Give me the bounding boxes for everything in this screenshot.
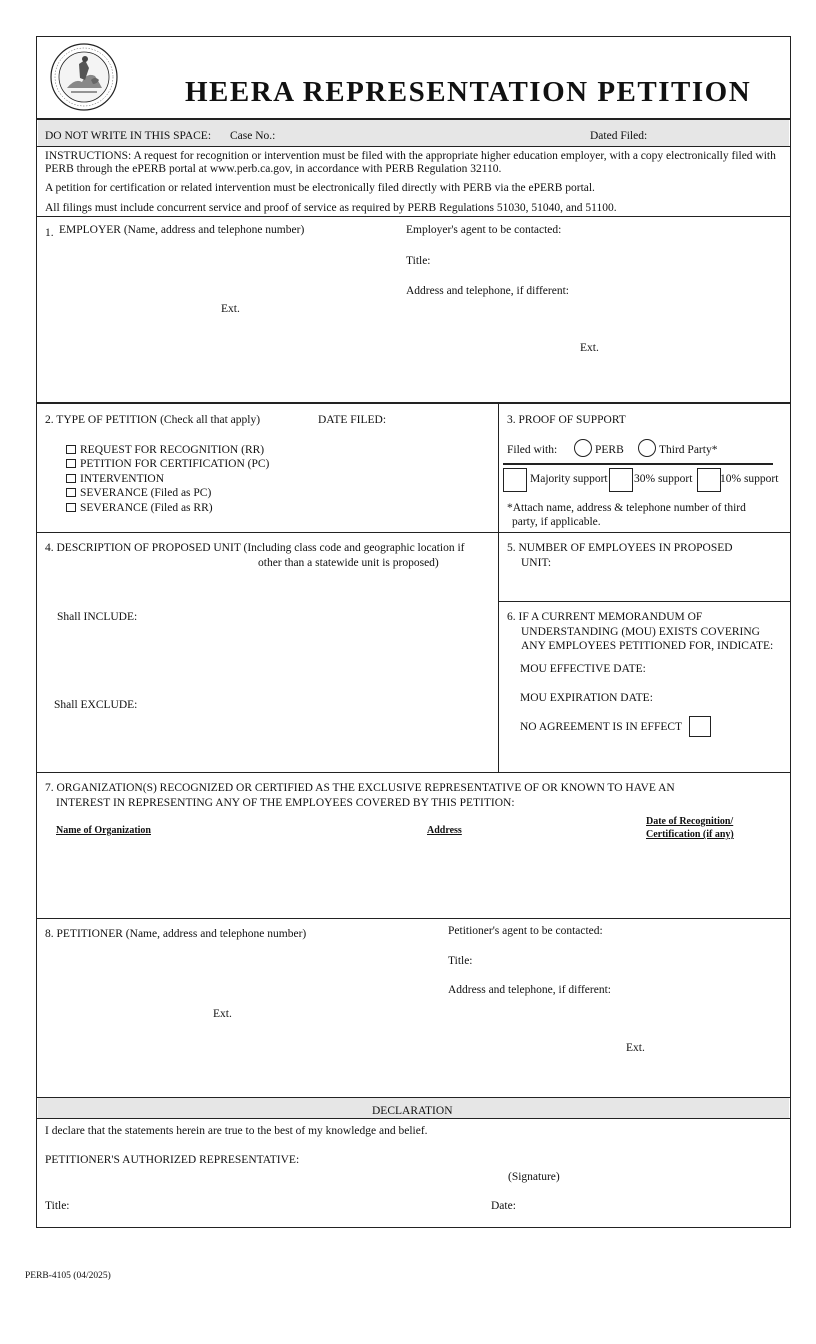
petitioner-agent-label[interactable]: Petitioner's agent to be contacted: bbox=[448, 925, 603, 937]
page-title: HEERA REPRESENTATION PETITION bbox=[185, 76, 752, 108]
petitioner-label[interactable]: 8. PETITIONER (Name, address and telephone number) bbox=[45, 928, 307, 940]
petitioner-agent-address-label[interactable]: Address and telephone, if different: bbox=[448, 984, 611, 996]
attach-note-line1: *Attach name, address & telephone number of third bbox=[507, 502, 746, 514]
column-org-name: Name of Organization bbox=[56, 825, 151, 836]
majority-support-box[interactable] bbox=[503, 468, 527, 492]
checkbox-severance-rr[interactable] bbox=[66, 503, 76, 512]
thirty-percent-box[interactable] bbox=[609, 468, 633, 492]
column-date-line1: Date of Recognition/ bbox=[646, 816, 734, 827]
form-id: PERB-4105 (04/2025) bbox=[25, 1271, 111, 1281]
option-severance-rr-label: SEVERANCE (Filed as RR) bbox=[80, 502, 213, 514]
column-address: Address bbox=[427, 825, 462, 836]
instructions-line2: PERB through the ePERB portal at www.perb.ca.gov, in accordance with PERB Regulation 32110. bbox=[45, 163, 502, 175]
no-agreement-checkbox[interactable] bbox=[689, 716, 711, 737]
option-intervention-label: INTERVENTION bbox=[80, 473, 165, 485]
mou-label2: UNDERSTANDING (MOU) EXISTS COVERING bbox=[521, 626, 760, 638]
third-party-label: Third Party* bbox=[659, 444, 718, 456]
checkbox-intervention[interactable] bbox=[66, 474, 76, 483]
option-pc-label: PETITION FOR CERTIFICATION (PC) bbox=[80, 458, 270, 470]
declaration-heading: DECLARATION bbox=[372, 1105, 453, 1117]
employer-ext-label[interactable]: Ext. bbox=[221, 303, 240, 315]
declaration-statement: I declare that the statements herein are true to the best of my knowledge and belief. bbox=[45, 1125, 428, 1137]
mou-expiration-date-label[interactable]: MOU EXPIRATION DATE: bbox=[520, 692, 653, 704]
employer-agent-label[interactable]: Employer's agent to be contacted: bbox=[406, 224, 562, 236]
california-seal bbox=[49, 42, 119, 112]
instructions-line4: All filings must include concurrent service and proof of service as required by PERB Regulations 51030, 51040, and 51100. bbox=[45, 202, 617, 214]
mou-effective-date-label[interactable]: MOU EFFECTIVE DATE: bbox=[520, 663, 646, 675]
proof-of-support-label: 3. PROOF OF SUPPORT bbox=[507, 414, 626, 426]
ten-percent-box[interactable] bbox=[697, 468, 721, 492]
employee-count-label1: 5. NUMBER OF EMPLOYEES IN PROPOSED bbox=[507, 542, 733, 554]
attach-note-line2: party, if applicable. bbox=[512, 516, 601, 528]
thirty-percent-label: 30% support bbox=[634, 473, 693, 485]
case-no-label: Case No.: bbox=[230, 130, 276, 142]
declaration-title-label[interactable]: Title: bbox=[45, 1200, 70, 1212]
employer-number: 1. bbox=[45, 227, 54, 239]
employer-agent-title-label[interactable]: Title: bbox=[406, 255, 431, 267]
signature-label[interactable]: (Signature) bbox=[508, 1171, 560, 1183]
declaration-date-label[interactable]: Date: bbox=[491, 1200, 516, 1212]
radio-perb[interactable] bbox=[574, 439, 592, 457]
employer-agent-ext-label[interactable]: Ext. bbox=[580, 342, 599, 354]
mou-label3: ANY EMPLOYEES PETITIONED FOR, INDICATE: bbox=[521, 640, 774, 652]
option-rr-label: REQUEST FOR RECOGNITION (RR) bbox=[80, 444, 265, 456]
dated-filed-label: Dated Filed: bbox=[590, 130, 648, 142]
authorized-rep-label: PETITIONER'S AUTHORIZED REPRESENTATIVE: bbox=[45, 1154, 300, 1166]
office-use-label: DO NOT WRITE IN THIS SPACE: bbox=[45, 130, 212, 142]
unit-description-label2: other than a statewide unit is proposed) bbox=[258, 557, 439, 569]
option-severance-pc-label: SEVERANCE (Filed as PC) bbox=[80, 487, 212, 499]
radio-third-party[interactable] bbox=[638, 439, 656, 457]
petitioner-ext-label[interactable]: Ext. bbox=[213, 1008, 232, 1020]
mou-label1: 6. IF A CURRENT MEMORANDUM OF bbox=[507, 611, 703, 623]
checkbox-severance-pc[interactable] bbox=[66, 488, 76, 497]
perb-label: PERB bbox=[595, 444, 624, 456]
shall-exclude-label[interactable]: Shall EXCLUDE: bbox=[54, 699, 138, 711]
no-agreement-label: NO AGREEMENT IS IN EFFECT bbox=[520, 721, 683, 733]
petitioner-agent-ext-label[interactable]: Ext. bbox=[626, 1042, 645, 1054]
petitioner-agent-title-label[interactable]: Title: bbox=[448, 955, 473, 967]
organizations-label2: INTEREST IN REPRESENTING ANY OF THE EMPLOYEES COVERED BY THIS PETITION: bbox=[56, 797, 515, 809]
instructions-line1: INSTRUCTIONS: A request for recognition or intervention must be filed with the appropriate higher education employer, with a copy electronically filed with bbox=[45, 150, 776, 162]
majority-support-label: Majority support bbox=[530, 473, 608, 485]
column-date-line2: Certification (if any) bbox=[646, 829, 734, 840]
shall-include-label[interactable]: Shall INCLUDE: bbox=[57, 611, 138, 623]
employer-agent-address-label[interactable]: Address and telephone, if different: bbox=[406, 285, 569, 297]
checkbox-rr[interactable] bbox=[66, 445, 76, 454]
date-filed-label[interactable]: DATE FILED: bbox=[318, 414, 387, 426]
instructions-line3: A petition for certification or related intervention must be electronically filed directly with PERB via the ePERB portal. bbox=[45, 182, 595, 194]
checkbox-pc[interactable] bbox=[66, 459, 76, 468]
employer-label[interactable]: EMPLOYER (Name, address and telephone number) bbox=[59, 224, 305, 236]
ten-percent-label: 10% support bbox=[720, 473, 779, 485]
petition-type-label: 2. TYPE OF PETITION (Check all that apply) bbox=[45, 414, 261, 426]
organizations-label1: 7. ORGANIZATION(S) RECOGNIZED OR CERTIFIED AS THE EXCLUSIVE REPRESENTATIVE OF OR KNOWN TO HAVE AN bbox=[45, 782, 675, 794]
filed-with-label: Filed with: bbox=[507, 444, 558, 456]
employee-count-label2[interactable]: UNIT: bbox=[521, 557, 552, 569]
unit-description-label1: 4. DESCRIPTION OF PROPOSED UNIT (Including class code and geographic location if bbox=[45, 542, 465, 554]
